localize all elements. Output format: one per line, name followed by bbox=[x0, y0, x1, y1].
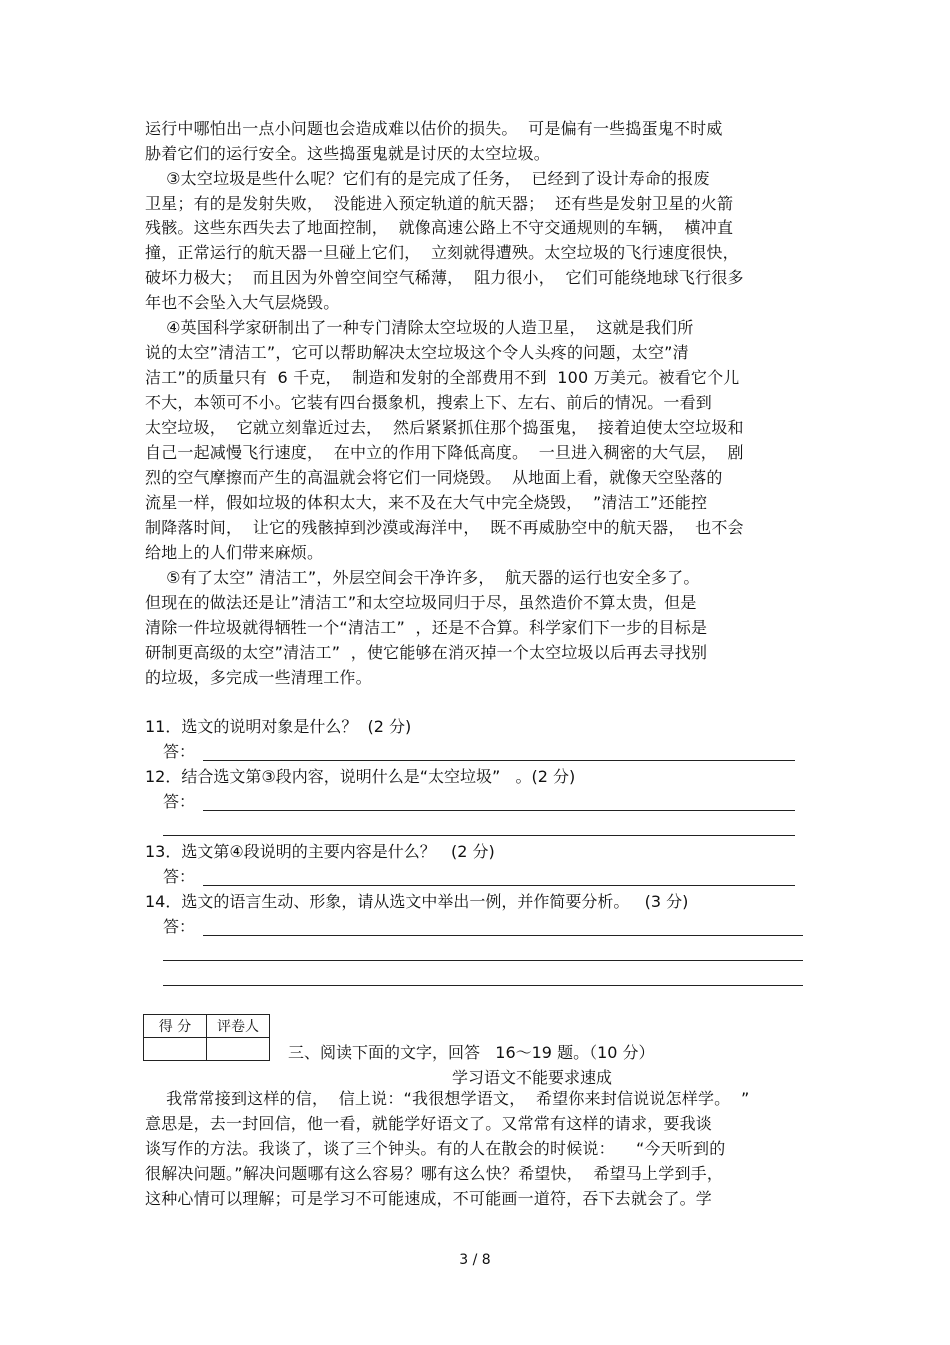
passage-line: 运行中哪怕出一点小问题也会造成难以估价的损失。 可是偏有一些捣蛋鬼不时威 bbox=[145, 119, 723, 138]
passage-line: 烈的空气摩擦而产生的高温就会将它们一同烧毁。 从地面上看，就像天空坠落的 bbox=[145, 468, 723, 487]
section-heading: 三、阅读下面的文字，回答 16～19 题。（10 分） bbox=[288, 1043, 655, 1062]
score-header: 得 分 bbox=[144, 1015, 207, 1038]
answer-line[interactable] bbox=[203, 810, 795, 811]
score-cell[interactable] bbox=[144, 1038, 207, 1061]
article-line: 我常常接到这样的信， 信上说：“我很想学语文， 希望你来封信说说怎样学。 ” bbox=[145, 1089, 750, 1108]
article-line: 意思是，去一封回信，他一看，就能学好语文了。又常常有这样的请求，要我谈 bbox=[145, 1114, 713, 1133]
article-line: 很解决问题。”解决问题哪有这么容易？哪有这么快？希望快， 希望马上学到手， bbox=[145, 1164, 724, 1183]
passage-line: 制降落时间， 让它的残骸掉到沙漠或海洋中， 既不再威胁空中的航天器， 也不会 bbox=[145, 518, 744, 537]
passage-line: 撞，正常运行的航天器一旦碰上它们， 立刻就得遭殃。太空垃圾的飞行速度很快， bbox=[145, 243, 739, 262]
passage-line: 自己一起减慢飞行速度， 在中立的作用下降低高度。 一旦进入稠密的大气层， 剧 bbox=[145, 443, 744, 462]
answer-label: 答： bbox=[163, 867, 196, 886]
page-number: 3 / 8 bbox=[459, 1252, 491, 1268]
passage-line: 清除一件垃圾就得牺牲一个“清洁工” ，还是不合算。科学家们下一步的目标是 bbox=[145, 618, 708, 637]
answer-line[interactable] bbox=[203, 885, 795, 886]
question-13: 13．选文第④段说明的主要内容是什么？ (2 分) bbox=[145, 842, 495, 861]
passage-line: 破坏力极大； 而且因为外曾空间空气稀薄， 阻力很小， 它们可能绕地球飞行很多 bbox=[145, 268, 744, 287]
answer-label: 答： bbox=[163, 917, 196, 936]
article-title: 学习语文不能要求速成 bbox=[452, 1068, 613, 1087]
passage-line: 太空垃圾， 它就立刻靠近过去， 然后紧紧抓住那个捣蛋鬼， 接着迫使太空垃圾和 bbox=[145, 418, 744, 437]
passage-line: 胁着它们的运行安全。这些捣蛋鬼就是讨厌的太空垃圾。 bbox=[145, 144, 551, 163]
passage-line: 研制更高级的太空”清洁工” ，使它能够在消灭掉一个太空垃圾以后再去寻找别 bbox=[145, 643, 708, 662]
passage-line: 年也不会坠入大气层烧毁。 bbox=[145, 293, 340, 312]
question-12: 12．结合选文第③段内容，说明什么是“太空垃圾” 。(2 分) bbox=[145, 767, 576, 786]
answer-line[interactable] bbox=[163, 835, 795, 836]
answer-line[interactable] bbox=[163, 985, 803, 986]
article-line: 谈写作的方法。我谈了，谈了三个钟头。有的人在散会的时候说： “今天听到的 bbox=[145, 1139, 726, 1158]
passage-line: 但现在的做法还是让”清洁工”和太空垃圾同归于尽，虽然造价不算太贵，但是 bbox=[145, 593, 697, 612]
score-table bbox=[143, 1014, 270, 1061]
passage-line: 卫星；有的是发射失败， 没能进入预定轨道的航天器； 还有些是发射卫星的火箭 bbox=[145, 194, 734, 213]
passage-line: 洁工”的质量只有 6 千克， 制造和发射的全部费用不到 100 万美元。被看它个儿 bbox=[145, 368, 740, 387]
passage-line: 不大，本领可不小。它装有四台摄象机，搜索上下、左右、前后的情况。一看到 bbox=[145, 393, 713, 412]
question-14: 14．选文的语言生动、形象，请从选文中举出一例，并作简要分析。 (3 分) bbox=[145, 892, 689, 911]
passage-line: ④英国科学家研制出了一种专门清除太空垃圾的人造卫星， 这就是我们所 bbox=[145, 318, 694, 337]
article-line: 这种心情可以理解；可是学习不可能速成，不可能画一道符，吞下去就会了。学 bbox=[145, 1189, 713, 1208]
grader-header: 评卷人 bbox=[207, 1015, 270, 1038]
passage-line: 残骸。这些东西失去了地面控制， 就像高速公路上不守交通规则的车辆， 横冲直 bbox=[145, 218, 734, 237]
answer-label: 答： bbox=[163, 792, 196, 811]
passage-line: ③太空垃圾是些什么呢？它们有的是完成了任务， 已经到了设计寿命的报废 bbox=[145, 169, 710, 188]
question-11: 11．选文的说明对象是什么？ (2 分) bbox=[145, 717, 412, 736]
passage-line: 给地上的人们带来麻烦。 bbox=[145, 543, 324, 562]
answer-line[interactable] bbox=[203, 935, 803, 936]
passage-line: 的垃圾，多完成一些清理工作。 bbox=[145, 668, 372, 687]
passage-line: ⑤有了太空” 清洁工”，外层空间会干净许多， 航天器的运行也安全多了。 bbox=[145, 568, 700, 587]
grader-cell[interactable] bbox=[207, 1038, 270, 1061]
passage-line: 流星一样，假如垃圾的体积太大，来不及在大气中完全烧毁， ”清洁工”还能控 bbox=[145, 493, 708, 512]
passage-line: 说的太空”清洁工”，它可以帮助解决太空垃圾这个令人头疼的问题，太空”清 bbox=[145, 343, 689, 362]
answer-line[interactable] bbox=[203, 760, 795, 761]
answer-line[interactable] bbox=[163, 960, 803, 961]
answer-label: 答： bbox=[163, 742, 196, 761]
